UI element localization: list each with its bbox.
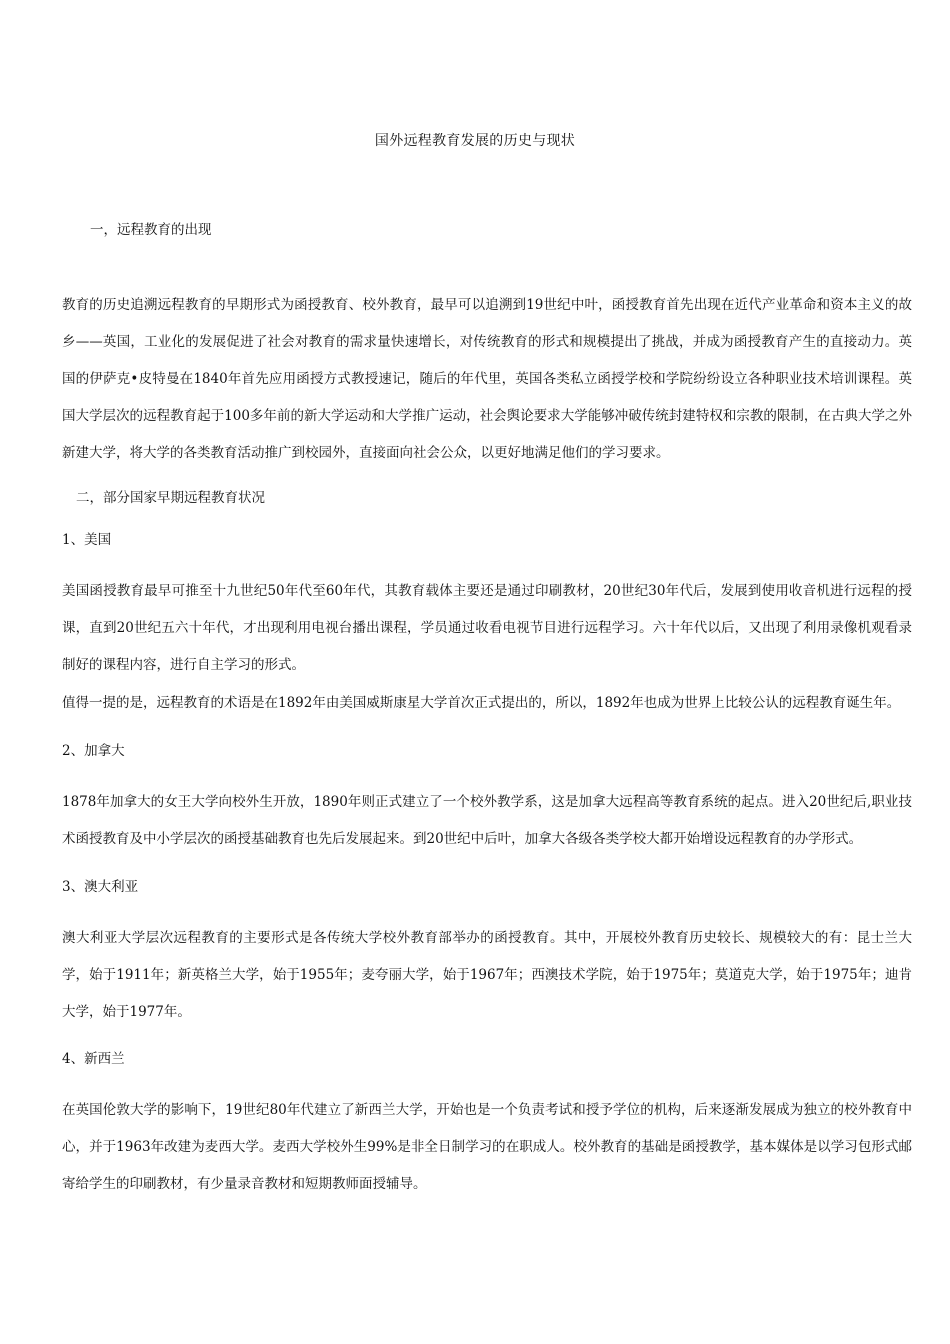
document-title: 国外远程教育发展的历史与现状 bbox=[374, 133, 576, 149]
new-zealand-heading: 4、新西兰 bbox=[62, 1051, 125, 1067]
section-2-heading: 二，部分国家早期远程教育状况 bbox=[76, 490, 265, 506]
australia-paragraph: 澳大利亚大学层次远程教育的主要形式是各传统大学校外教育部举办的函授教育。其中，开展校外教育历史较长、规模较大的有：昆士兰大学，始于1911年；新英格兰大学，始于1955年；麦夸丽大学，始于1967年；西澳技术学院，始于1975年；莫道克大学，始于1975年；迪肯大学，始于1977年。 bbox=[62, 930, 912, 1020]
australia-heading: 3、澳大利亚 bbox=[62, 879, 139, 895]
canada-paragraph: 1878年加拿大的女王大学向校外生开放，1890年则正式建立了一个校外教学系，这是加拿大远程高等教育系统的起点。进入20世纪后,职业技术函授教育及中小学层次的函授基础教育也先后发展起来。到20世纪中后叶，加拿大各级各类学校大都开始增设远程教育的办学形式。 bbox=[62, 794, 912, 847]
usa-paragraph: 美国函授教育最早可推至十九世纪50年代至60年代，其教育载体主要还是通过印刷教材，20世纪30年代后，发展到使用收音机进行远程的授课，直到20世纪五六十年代，才出现利用电视台播出课程，学员通过收看电视节目进行远程学习。六十年代以后，又出现了利用录像机观看录制好的课程内容，进行自主学习的形式。 bbox=[62, 583, 912, 673]
new-zealand-paragraph: 在英国伦敦大学的影响下，19世纪80年代建立了新西兰大学，开始也是一个负责考试和授予学位的机构，后来逐渐发展成为独立的校外教育中心，并于1963年改建为麦西大学。麦西大学校外生99%是非全日制学习的在职成人。校外教育的基础是函授教学，基本媒体是以学习包形式邮寄给学生的印刷教材，有少量录音教材和短期教师面授辅导。 bbox=[62, 1102, 912, 1192]
canada-heading: 2、加拿大 bbox=[62, 743, 125, 759]
section-1-paragraph: 教育的历史追溯远程教育的早期形式为函授教育、校外教育，最早可以追溯到19世纪中叶，函授教育首先出现在近代产业革命和资本主义的故乡——英国，工业化的发展促进了社会对教育的需求量快速增长，对传统教育的形式和规模提出了挑战，并成为函授教育产生的直接动力。英国的伊萨克•皮特曼在1840年首先应用函授方式教授速记，随后的年代里，英国各类私立函授学校和学院纷纷设立各种职业技术培训课程。英国大学层次的远程教育起于100多年前的新大学运动和大学推广运动，社会舆论要求大学能够冲破传统封建特权和宗教的限制，在古典大学之外新建大学，将大学的各类教育活动推广到校园外，直接面向社会公众，以更好地满足他们的学习要求。 bbox=[62, 297, 912, 461]
usa-heading: 1、美国 bbox=[62, 532, 112, 548]
usa-paragraph-note: 值得一提的是，远程教育的术语是在1892年由美国威斯康星大学首次正式提出的，所以，1892年也成为世界上比较公认的远程教育诞生年。 bbox=[62, 695, 901, 711]
section-1-heading: 一，远程教育的出现 bbox=[90, 222, 212, 238]
